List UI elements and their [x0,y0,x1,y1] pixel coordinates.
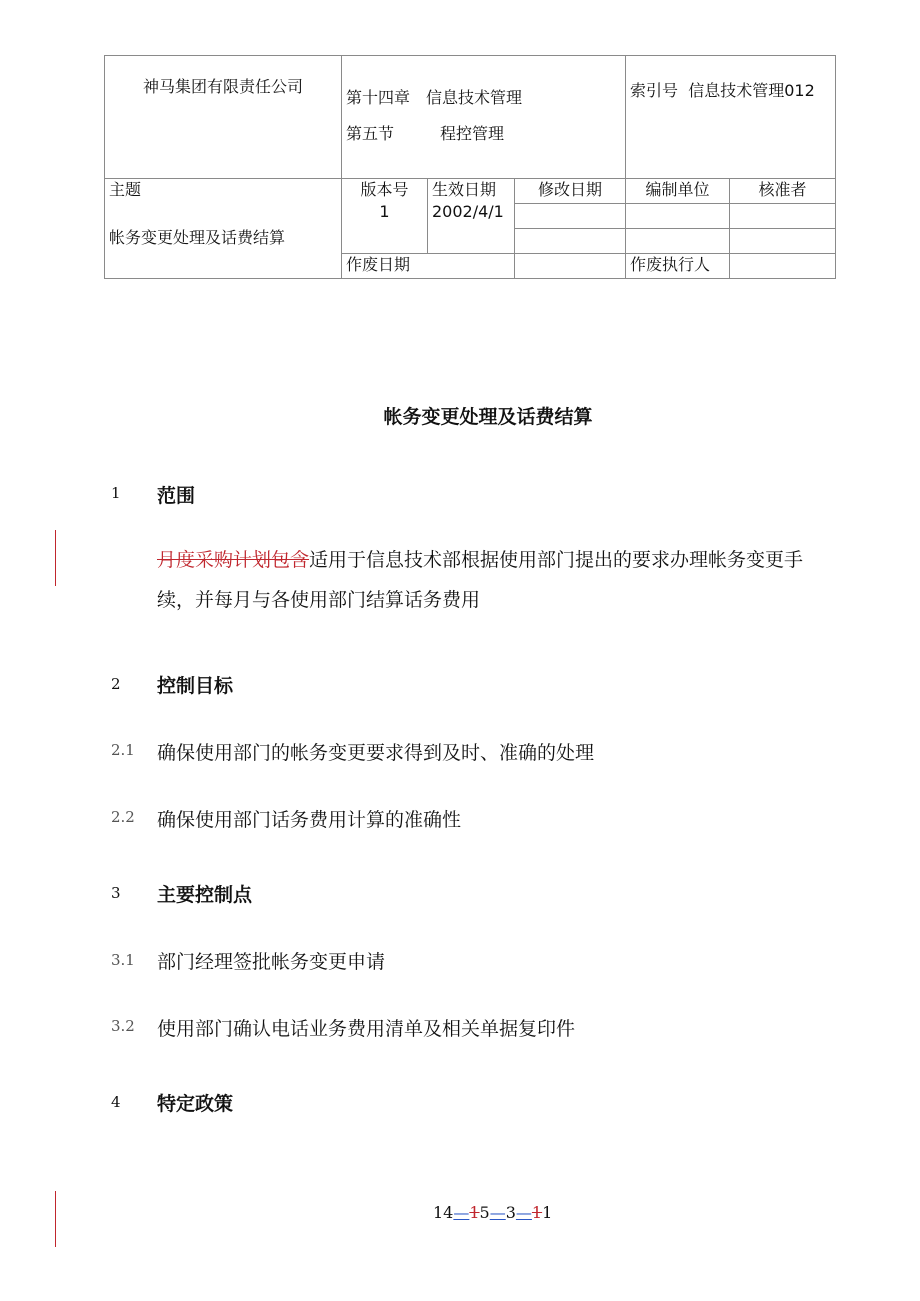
item-number: 3.2 [111,1017,135,1035]
footer-inserted: — [489,1203,506,1222]
subject-value: 帐务变更处理及话费结算 [109,227,286,247]
page-footer [433,1203,552,1222]
chapter-number: 第十四章 [346,88,411,107]
blank-cell [626,203,730,228]
footer-part: 14 [433,1203,454,1222]
unit-label: 编制单位 [626,178,730,203]
void-executor-value [730,253,836,278]
scope-paragraph [157,540,837,620]
item-number: 2.2 [111,808,135,826]
scope-text: 适用于信息技术部根据使用部门提出的要求办理帐务变更手续，并每月与各使用部门结算话务费用 [157,549,804,611]
section-title: 程控管理 [440,124,505,143]
subject-cell [105,178,342,278]
blank-cell [730,228,836,253]
void-date-label: 作废日期 [342,253,515,278]
footer-inserted: — [453,1203,470,1222]
chapter-section-cell [342,56,626,179]
section-heading-goals: 控制目标 [157,675,234,697]
section-number-2: 2 [111,675,121,693]
void-date-value [515,253,626,278]
revision-bar [55,1191,56,1247]
blank-cell [730,203,836,228]
item-number: 2.1 [111,741,135,759]
item-text: 确保使用部门的帐务变更要求得到及时、准确的处理 [157,742,595,764]
section-heading-control-points: 主要控制点 [157,884,253,906]
blank-cell [515,228,626,253]
footer-deleted: 1 [531,1203,543,1222]
version-value: 1 [379,201,390,221]
section-number-3: 3 [111,884,121,902]
revision-bar [55,530,56,586]
section-number: 第五节 [346,124,395,143]
chapter-title: 信息技术管理 [426,88,523,107]
item-text: 确保使用部门话务费用计算的准确性 [157,809,462,831]
version-cell [342,178,428,253]
footer-deleted: 1 [469,1203,480,1222]
section-heading-policy: 特定政策 [157,1093,234,1115]
effective-value: 2002/4/1 [432,201,504,221]
section-number-4: 4 [111,1093,121,1111]
blank-cell [626,228,730,253]
subject-label: 主题 [109,179,142,199]
footer-part: 1 [542,1203,553,1222]
index-label: 索引号 [630,81,679,100]
blank-cell [515,203,626,228]
company-name: 神马集团有限责任公司 [105,56,342,179]
document-title: 帐务变更处理及话费结算 [383,406,593,428]
deleted-text: 月度采购计划包含 [157,549,310,571]
item-number: 3.1 [111,951,135,969]
effective-cell [428,178,515,253]
footer-part: 3 [505,1203,516,1222]
void-executor-label: 作废执行人 [626,253,730,278]
footer-inserted: — [515,1203,532,1222]
effective-label: 生效日期 [432,179,497,199]
section-heading-scope: 范围 [157,485,196,507]
approver-label: 核准者 [730,178,836,203]
index-cell [626,56,836,179]
version-label: 版本号 [360,179,409,199]
section-number-1: 1 [111,484,121,502]
item-text: 部门经理签批帐务变更申请 [157,951,386,973]
index-value: 信息技术管理012 [688,81,815,100]
modify-date-label: 修改日期 [515,178,626,203]
footer-part: 5 [479,1203,490,1222]
document-header-table [104,55,836,279]
item-text: 使用部门确认电话业务费用清单及相关单据复印件 [157,1018,576,1040]
